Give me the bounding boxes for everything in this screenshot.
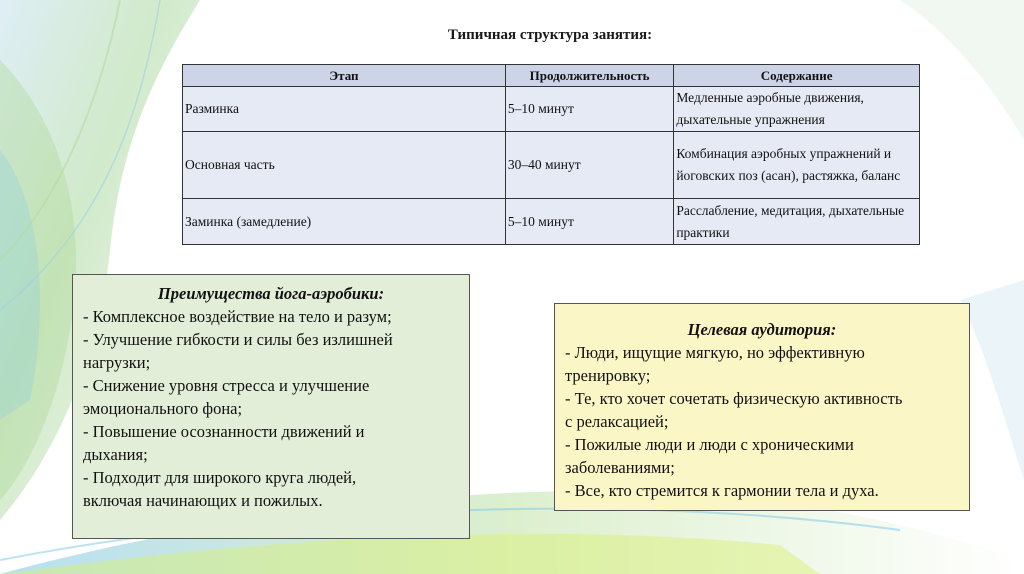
cell-content (674, 199, 920, 245)
benefits-line: - Повышение осознанности движений и (83, 422, 365, 441)
audience-line: - Пожилые люди и люди с хроническими (565, 435, 854, 454)
table-row (183, 199, 920, 245)
cell-content (674, 87, 920, 132)
page-title: Типичная структура занятия: (447, 27, 653, 43)
lesson-structure-table (182, 64, 920, 245)
column-header-duration: Продолжительность (505, 65, 673, 87)
benefits-line: - Комплексное воздействие на тело и разум; (83, 307, 392, 326)
content-line: (асан), растяжка, баланс (761, 168, 901, 183)
table-row (183, 87, 920, 132)
column-header-content: Содержание (674, 65, 920, 87)
audience-line: тренировку; (565, 366, 651, 385)
benefits-line: эмоционального фона; (83, 399, 243, 418)
benefits-line: - Снижение уровня стресса и улучшение (83, 376, 370, 395)
content-line: дыхательные упражнения (676, 112, 825, 127)
cell-stage: Основная часть (183, 132, 506, 199)
column-header-stage: Этап (183, 65, 506, 87)
content-line: Расслабление, медитация, (676, 202, 826, 218)
cell-stage: Разминка (183, 87, 506, 132)
audience-line: - Те, кто хочет сочетать физическую активность (565, 389, 903, 408)
cell-duration: 5–10 минут (505, 87, 673, 132)
target-audience-box (554, 303, 970, 511)
benefits-box (72, 274, 470, 539)
cell-duration: 30–40 минут (505, 132, 673, 199)
audience-line: - Все, кто стремится к гармонии тела и духа. (565, 481, 879, 500)
content-line: Комбинация аэробных (676, 146, 807, 161)
content-line: дыхательные практики (676, 202, 905, 240)
cell-content (674, 132, 920, 199)
audience-line: с релаксацией; (565, 412, 669, 431)
audience-line: - Люди, ищущие мягкую, но эффективную (565, 343, 865, 362)
benefits-line: включая начинающих и пожилых. (83, 491, 323, 510)
content-line: упражнений и йоговских поз (676, 146, 892, 183)
benefits-line: - Подходит для широкого круга людей, (83, 468, 357, 487)
cell-duration: 5–10 минут (505, 199, 673, 245)
table-header-row (183, 65, 920, 87)
audience-line: заболеваниями; (565, 458, 675, 477)
benefits-heading: Преимущества йога-аэробики: (157, 284, 385, 303)
content-line: Медленные аэробные движения, (676, 90, 864, 105)
benefits-line: дыхания; (83, 445, 148, 464)
benefits-line: - Улучшение гибкости и силы без излишней (83, 330, 393, 349)
cell-stage: Заминка (замедление) (183, 199, 506, 245)
audience-heading: Целевая аудитория: (687, 320, 837, 339)
table-row (183, 132, 920, 199)
benefits-line: нагрузки; (83, 353, 151, 372)
